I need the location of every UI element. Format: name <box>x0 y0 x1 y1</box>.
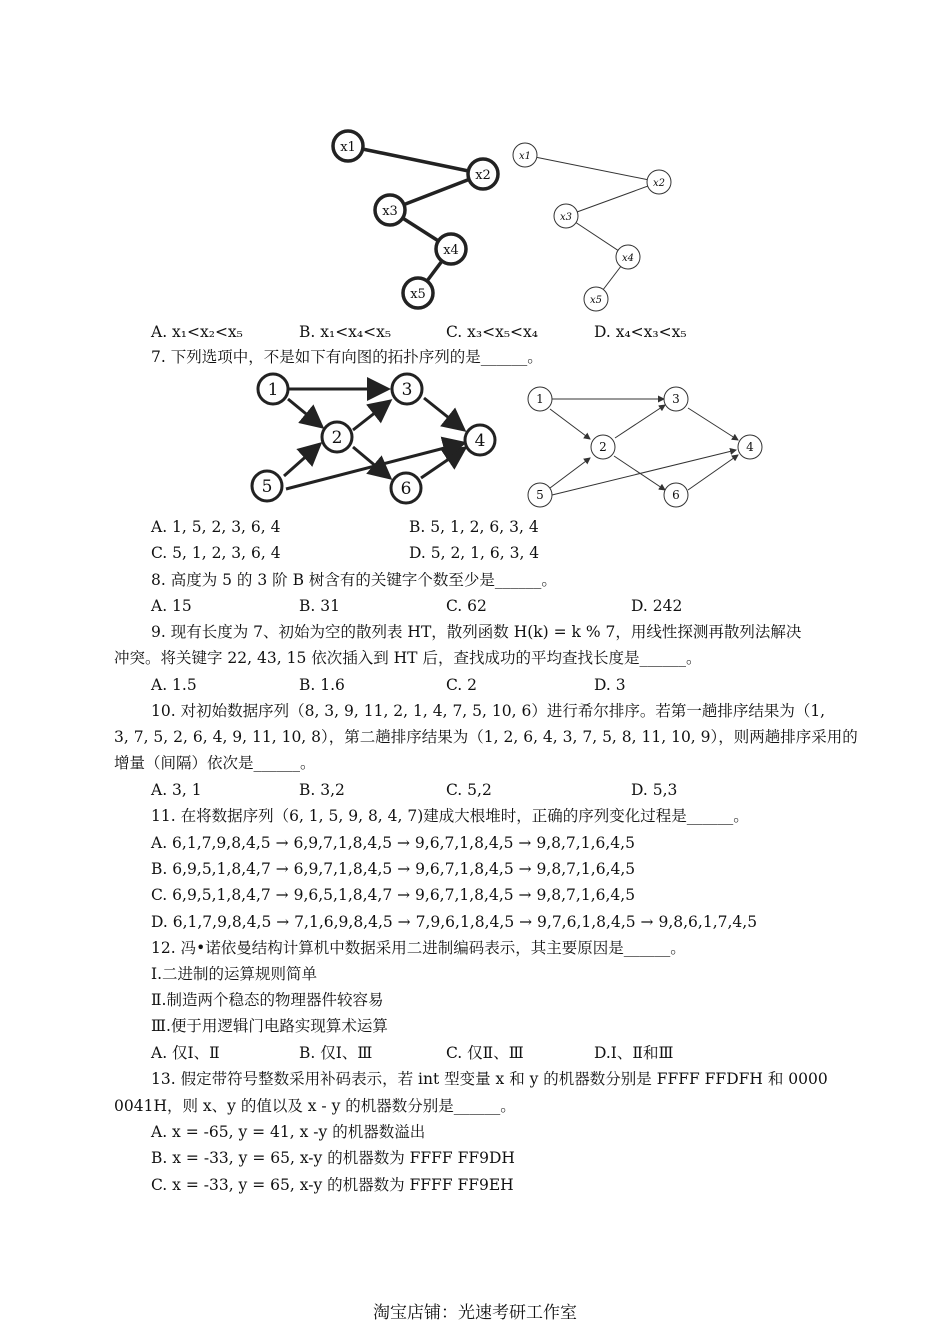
left-node-2: 2 <box>331 428 343 448</box>
q12-stem: 12. 冯•诺依曼结构计算机中数据采用二进制编码表示，其主要原因是______。 <box>151 939 686 957</box>
q9-line-2: 冲突。将关键字 22, 43, 15 依次插入到 HT 后，查找成功的平均查找长度是______。 <box>114 649 702 667</box>
q10-line-2: 3, 7, 5, 2, 6, 4, 9, 11, 10, 8），第二趟排序结果为（1, 2, 6, 4, 3, 7, 5, 8, 11, 10, 9），则两趟排序采用的 <box>114 728 858 746</box>
q9-option-a: A. 1.5 <box>151 676 197 694</box>
q10-option-a: A. 3, 1 <box>151 781 202 799</box>
q13-line-2: 0041H，则 x、y 的值以及 x - y 的机器数分别是______。 <box>114 1097 516 1115</box>
q11-option-b: B. 6,9,5,1,8,4,7 → 6,9,7,1,8,4,5 → 9,6,7,1,8,4,5 → 9,8,7,1,6,4,5 <box>151 860 636 878</box>
q8-option-b: B. 31 <box>299 597 340 615</box>
q6-option-c: C. x₃<x₅<x₄ <box>446 323 539 341</box>
page-footer-shop: 淘宝店铺：光速考研工作室 <box>373 1303 577 1323</box>
left-node-1: 1 <box>267 380 279 400</box>
q12-item-1: Ⅰ.二进制的运算规则简单 <box>151 965 318 983</box>
q12-item-2: Ⅱ.制造两个稳态的物理器件较容易 <box>151 991 384 1009</box>
left-node-6: 6 <box>400 479 412 499</box>
q9-option-b: B. 1.6 <box>299 676 345 694</box>
left-node-x4: x4 <box>443 243 459 258</box>
right-node-x5: x5 <box>589 295 603 306</box>
q9-line-1: 9. 现有长度为 7、初始为空的散列表 HT，散列函数 H(k) = k % 7，用线性探测再散列法解决 <box>151 623 802 641</box>
left-node-3: 3 <box>401 380 413 400</box>
q13-option-b: B. x = -33, y = 65, x-y 的机器数为 FFFF FF9DH <box>151 1149 515 1167</box>
q8-option-c: C. 62 <box>446 597 487 615</box>
q7-option-b: B. 5, 1, 2, 6, 3, 4 <box>409 518 539 536</box>
q11-stem: 11. 在将数据序列（6, 1, 5, 9, 8, 4, 7)建成大根堆时，正确的序列变化过程是______。 <box>151 807 749 825</box>
right-node-x3: x3 <box>559 212 573 223</box>
q10-line-3: 增量（间隔）依次是______。 <box>114 754 316 772</box>
q12-item-3: Ⅲ.便于用逻辑门电路实现算术运算 <box>151 1017 388 1035</box>
q7-option-c: C. 5, 1, 2, 3, 6, 4 <box>151 544 281 562</box>
left-digraph-edges <box>284 389 465 489</box>
q13-line-1: 13. 假定带符号整数采用补码表示，若 int 型变量 x 和 y 的机器数分别是 FFFF FFDFH 和 0000 <box>151 1070 828 1088</box>
q10-option-d: D. 5,3 <box>631 781 678 799</box>
right-node-1: 1 <box>536 392 544 406</box>
q6-option-d: D. x₄<x₃<x₅ <box>594 323 687 341</box>
right-node-3: 3 <box>672 392 680 406</box>
q10-line-1: 10. 对初始数据序列（8, 3, 9, 11, 2, 1, 4, 7, 5, 10, 6）进行希尔排序。若第一趟排序结果为（1, <box>151 702 826 720</box>
q11-option-a: A. 6,1,7,9,8,4,5 → 6,9,7,1,8,4,5 → 9,6,7,1,8,4,5 → 9,8,7,1,6,4,5 <box>151 834 635 852</box>
q9-option-d: D. 3 <box>594 676 626 694</box>
q6-option-b: B. x₁<x₄<x₅ <box>299 323 392 341</box>
left-node-x2: x2 <box>475 168 491 183</box>
right-node-x2: x2 <box>652 178 666 189</box>
left-node-x3: x3 <box>382 204 398 219</box>
q8-stem: 8. 高度为 5 的 3 阶 B 树含有的关键字个数至少是______。 <box>151 571 557 589</box>
q12-option-d: D.Ⅰ、Ⅱ和Ⅲ <box>594 1044 674 1062</box>
q12-option-b: B. 仅Ⅰ、Ⅲ <box>299 1044 373 1062</box>
q7-option-d: D. 5, 2, 1, 6, 3, 4 <box>409 544 540 562</box>
q7-digraph-figure <box>0 0 950 520</box>
right-node-x4: x4 <box>621 253 635 264</box>
q12-option-a: A. 仅Ⅰ、Ⅱ <box>151 1044 220 1062</box>
q10-option-c: C. 5,2 <box>446 781 492 799</box>
right-node-5: 5 <box>536 488 544 502</box>
q7-stem: 7. 下列选项中，不是如下有向图的拓扑序列的是______。 <box>151 348 543 366</box>
q13-option-a: A. x = -65, y = 41, x -y 的机器数溢出 <box>151 1123 426 1141</box>
left-digraph-nodes <box>252 374 495 503</box>
q7-option-a: A. 1, 5, 2, 3, 6, 4 <box>151 518 281 536</box>
q10-option-b: B. 3,2 <box>299 781 345 799</box>
left-node-x5: x5 <box>410 287 426 302</box>
right-node-2: 2 <box>599 440 607 454</box>
right-digraph-edges <box>550 399 738 495</box>
left-node-x1: x1 <box>340 140 356 155</box>
q9-option-c: C. 2 <box>446 676 478 694</box>
q11-option-d: D. 6,1,7,9,8,4,5 → 7,1,6,9,8,4,5 → 7,9,6,1,8,4,5 → 9,7,6,1,8,4,5 → 9,8,6,1,7,4,5 <box>151 913 758 931</box>
q11-option-c: C. 6,9,5,1,8,4,7 → 9,6,5,1,8,4,7 → 9,6,7,1,8,4,5 → 9,8,7,1,6,4,5 <box>151 886 636 904</box>
q8-option-a: A. 15 <box>151 597 192 615</box>
q12-option-c: C. 仅Ⅱ、Ⅲ <box>446 1044 524 1062</box>
left-node-5: 5 <box>261 477 273 497</box>
q8-option-d: D. 242 <box>631 597 683 615</box>
q13-option-c: C. x = -33, y = 65, x-y 的机器数为 FFFF FF9EH <box>151 1176 514 1194</box>
right-digraph-nodes <box>528 387 762 507</box>
right-node-6: 6 <box>672 488 680 502</box>
q6-option-a: A. x₁<x₂<x₅ <box>151 323 243 341</box>
right-node-x1: x1 <box>518 151 532 162</box>
left-node-4: 4 <box>474 431 486 451</box>
right-node-4: 4 <box>746 440 754 454</box>
